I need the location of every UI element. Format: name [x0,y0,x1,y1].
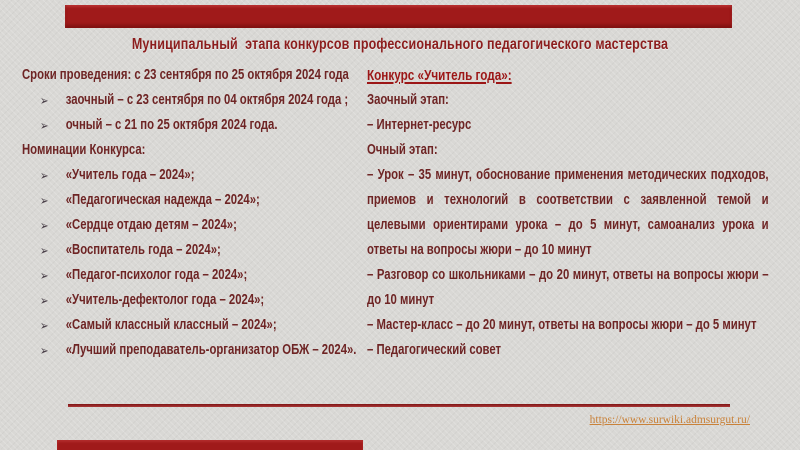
stage-item: – Урок – 35 минут, обоснование применения методических подходов, приемов и технологий в соответствии с заявленной темой и целевыми ориентирами урока – до 5 минут, самоанализ урока и ответы на вопросы жюри – до 10 минут [367,167,769,258]
list-item [22,113,367,138]
nomination-text: «Сердце отдаю детям – 2024»; [65,217,237,233]
top-ribbon [65,5,732,28]
stage-item: – Разговор со школьниками – до 20 минут, ответы на вопросы жюри – до 10 минут [367,267,769,308]
arrow-bullet-icon: ➢ [39,193,49,208]
nomination-text: «Педагог-психолог года – 2024»; [65,267,248,283]
list-item [22,188,367,213]
arrow-bullet-icon: ➢ [39,343,49,358]
contest-heading: Конкурс «Учитель года»: [367,67,512,84]
slide-title: Муниципальный этапа конкурсов профессионального педагогического мастерства [131,36,669,53]
arrow-bullet-icon: ➢ [39,318,49,333]
arrow-bullet-icon: ➢ [39,218,49,233]
list-item [22,263,367,288]
list-item [22,238,367,263]
nomination-text: «Учитель года – 2024»; [65,167,195,183]
arrow-bullet-icon: ➢ [39,243,49,258]
nomination-text: «Педагогическая надежда – 2024»; [65,192,260,208]
date-item-text: очный – с 21 по 25 октября 2024 года. [65,117,278,133]
stage-item: – Интернет-ресурс [367,117,472,133]
footer-link[interactable]: https://www.surwiki.admsurgut.ru/ [589,414,750,426]
arrow-bullet-icon: ➢ [39,118,49,133]
stage-item: – Мастер-класс – до 20 минут, ответы на вопросы жюри – до 5 минут [367,317,757,333]
stage-item: – Педагогический совет [367,342,502,358]
list-item [22,338,367,363]
arrow-bullet-icon: ➢ [39,268,49,283]
date-item-text: заочный – с 23 сентября по 04 октября 2024 года ; [65,92,349,108]
bottom-ribbon [57,440,363,450]
list-item [22,163,367,188]
list-item [22,288,367,313]
nomination-text: «Воспитатель года – 2024»; [65,242,221,258]
left-column [22,63,367,363]
nominations-heading: Номинации Конкурса: [22,142,146,158]
nomination-text: «Учитель-дефектолог года – 2024»; [65,292,265,308]
stage-label: Очный этап: [367,142,438,158]
nomination-text: «Лучший преподаватель-организатор ОБЖ – 2024». [65,342,357,358]
right-column [367,63,769,363]
list-item [22,213,367,238]
arrow-bullet-icon: ➢ [39,293,49,308]
list-item [22,313,367,338]
nomination-text: «Самый классный классный – 2024»; [65,317,277,333]
list-item [22,88,367,113]
divider-line [68,404,730,407]
dates-heading: Сроки проведения: с 23 сентября по 25 октября 2024 года [22,67,349,83]
arrow-bullet-icon: ➢ [39,168,49,183]
arrow-bullet-icon: ➢ [39,93,49,108]
stage-label: Заочный этап: [367,92,449,108]
